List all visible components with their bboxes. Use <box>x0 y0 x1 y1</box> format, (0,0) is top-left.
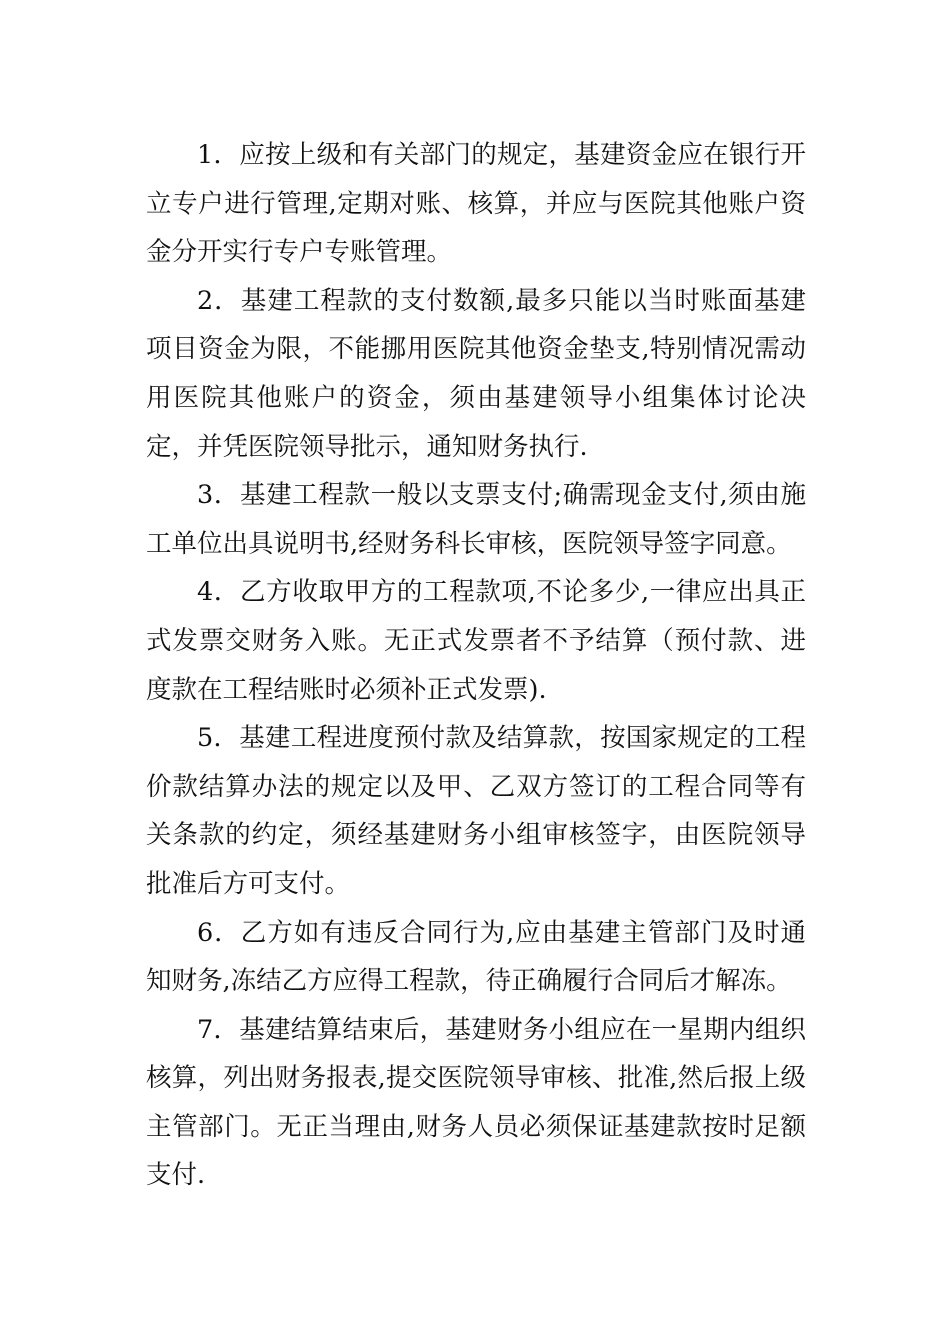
paragraph-6: 6．乙方如有违反合同行为,应由基建主管部门及时通知财务,冻结乙方应得工程款，待正确履行合同后才解冻。 <box>146 917 806 997</box>
paragraph-5: 5．基建工程进度预付款及结算款，按国家规定的工程价款结算办法的规定以及甲、乙双方签订的工程合同等有关条款的约定，须经基建财务小组审核签字，由医院领导批准后方可支付。 <box>146 723 806 899</box>
document-body <box>146 131 806 1200</box>
paragraph-2: 2．基建工程款的支付数额,最多只能以当时账面基建项目资金为限，不能挪用医院其他资金垫支,特别情况需动用医院其他账户的资金，须由基建领导小组集体讨论决定，并凭医院领导批示，通知财务执行. <box>146 285 806 462</box>
paragraph-1: 1．应按上级和有关部门的规定，基建资金应在银行开立专户进行管理,定期对账、核算，并应与医院其他账户资金分开实行专户专账管理。 <box>146 140 806 268</box>
paragraph-4: 4．乙方收取甲方的工程款项,不论多少,一律应出具正式发票交财务入账。无正式发票者不予结算（预付款、进度款在工程结账时必须补正式发票). <box>146 577 806 705</box>
paragraph-7: 7．基建结算结束后，基建财务小组应在一星期内组织核算，列出财务报表,提交医院领导审核、批准,然后报上级主管部门。无正当理由,财务人员必须保证基建款按时足额支付. <box>146 1014 806 1191</box>
paragraph-3: 3．基建工程款一般以支票支付;确需现金支付,须由施工单位出具说明书,经财务科长审核，医院领导签字同意。 <box>146 480 806 559</box>
